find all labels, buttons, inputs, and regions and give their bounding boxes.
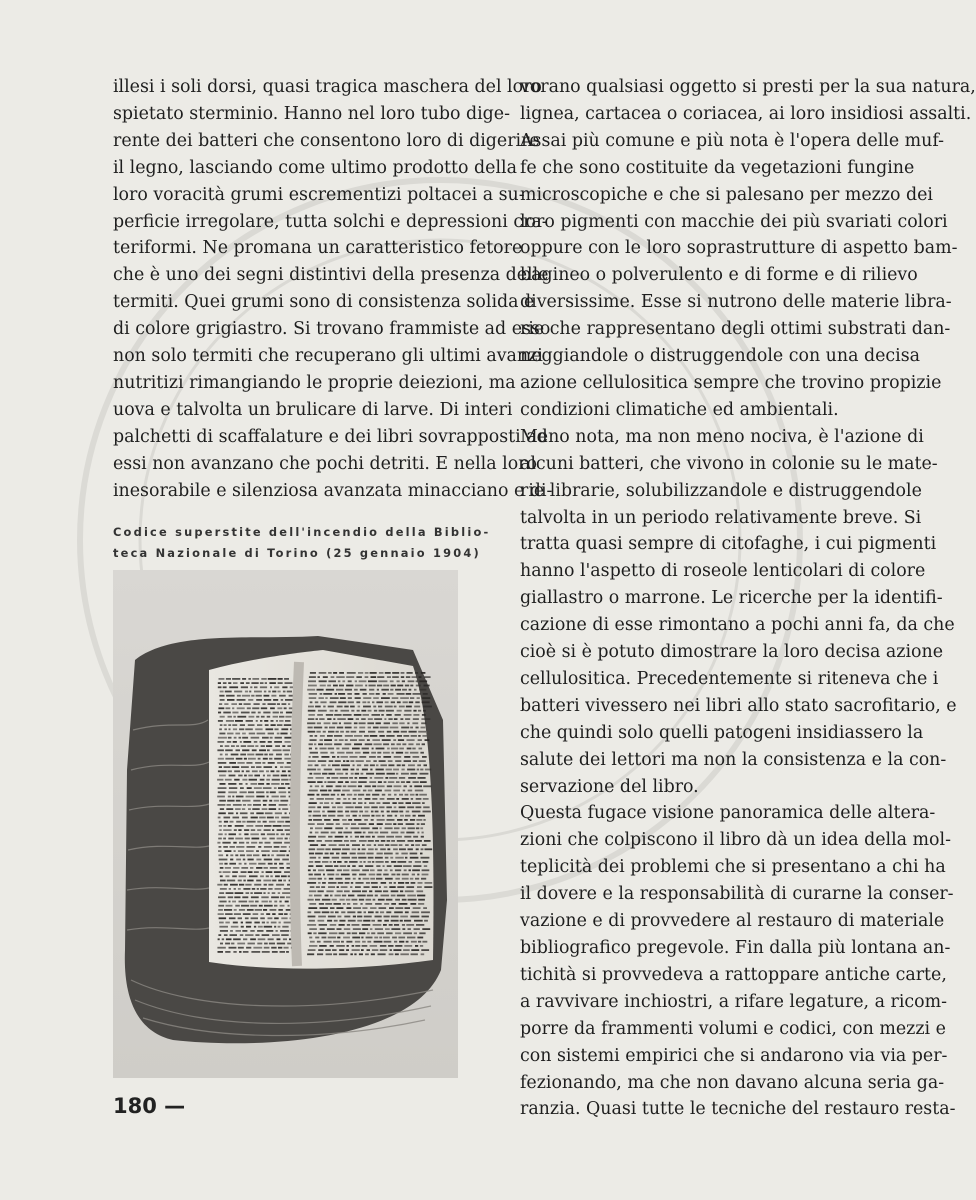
text-line: servazione del libro. bbox=[520, 776, 699, 797]
text-line: Meno nota, ma non meno nociva, è l'azione di bbox=[520, 426, 924, 447]
text-line: di colore grigiastro. Si trovano frammiste ad esso bbox=[113, 319, 551, 340]
text-line: oppure con le loro soprastrutture di aspetto bam- bbox=[520, 238, 958, 259]
text-line: zioni che colpiscono il libro dà un idea della mol- bbox=[520, 830, 951, 851]
figure-caption bbox=[113, 522, 491, 564]
text-line: spietato sterminio. Hanno nel loro tubo dige- bbox=[113, 103, 510, 124]
text-line: fezionando, ma che non davano alcuna seria ga- bbox=[520, 1072, 945, 1093]
text-line: nutritizi rimangiando le proprie deiezioni, ma bbox=[113, 372, 516, 393]
text-line: illesi i soli dorsi, quasi tragica maschera del loro bbox=[113, 77, 542, 97]
text-line: alcuni batteri, che vivono in colonie su le mate- bbox=[520, 453, 938, 474]
page-number: 180 — bbox=[113, 1094, 186, 1118]
text-line: cazione di esse rimontano a pochi anni fa, da che bbox=[520, 615, 955, 636]
text-line: cellulositica. Precedentemente si riteneva che i bbox=[520, 668, 939, 689]
text-line: Questa fugace visione panoramica delle altera- bbox=[520, 803, 936, 824]
text-line: rie librarie, solubilizzandole e distruggendole bbox=[520, 480, 922, 501]
text-line: azione cellulositica sempre che trovino propizie bbox=[520, 372, 942, 393]
text-line: giallastro o marrone. Le ricerche per la identifi- bbox=[520, 588, 943, 609]
text-line: tratta quasi sempre di citofaghe, i cui pigmenti bbox=[520, 534, 937, 555]
text-line: Codice superstite dell'incendio della Biblio- bbox=[113, 525, 491, 539]
text-line: loro pigmenti con macchie dei più svariati colori bbox=[520, 211, 948, 232]
text-line: salute dei lettori ma non la consistenza e la con- bbox=[520, 749, 947, 770]
text-line: il dovere e la responsabilità di curarne la conser- bbox=[520, 884, 954, 905]
text-line: neggiandole o distruggendole con una decisa bbox=[520, 346, 920, 367]
text-line: uova e talvolta un brulicare di larve. Di interi bbox=[113, 399, 513, 420]
text-line: cioè si è potuto dimostrare la loro decisa azione bbox=[520, 642, 943, 663]
text-line: palchetti di scaffalature e dei libri sovrapposti ad bbox=[113, 426, 548, 447]
text-line: termiti. Quei grumi sono di consistenza solida e bbox=[113, 292, 535, 313]
text-line: vorano qualsiasi oggetto si presti per la sua natura, bbox=[520, 77, 976, 97]
text-line: con sistemi empirici che si andarono via via per- bbox=[520, 1045, 948, 1066]
text-line: tichità si provvedeva a rattoppare antiche carte, bbox=[520, 964, 947, 985]
text-line: lignea, cartacea o coriacea, ai loro insidiosi assalti. bbox=[520, 103, 972, 124]
text-line: che è uno dei segni distintivi della presenza delle bbox=[113, 265, 549, 286]
text-line: inesorabile e silenziosa avanzata minacciano e di- bbox=[113, 480, 553, 501]
right-text-column bbox=[520, 74, 976, 1123]
text-line: teplicità dei problemi che si presentano a chi ha bbox=[520, 857, 946, 878]
text-line: a ravvivare inchiostri, a rifare legature, a ricom- bbox=[520, 991, 947, 1012]
text-line: diversissime. Esse si nutrono delle materie libra- bbox=[520, 292, 952, 313]
text-line: essi non avanzano che pochi detriti. E nella loro bbox=[113, 453, 537, 474]
text-line: bagineo o polverulento e di forme e di rilievo bbox=[520, 265, 918, 286]
text-line: loro voracità grumi escrementizi poltacei a su- bbox=[113, 184, 525, 205]
text-line: Assai più comune e più nota è l'opera delle muf- bbox=[520, 130, 945, 151]
text-line: microscopiche e che si palesano per mezzo dei bbox=[520, 184, 933, 205]
text-line: il legno, lasciando come ultimo prodotto della bbox=[113, 157, 517, 178]
text-line: hanno l'aspetto di roseole lenticolari di colore bbox=[520, 561, 926, 582]
text-line: rie che rappresentano degli ottimi substrati dan- bbox=[520, 319, 951, 340]
left-text-column bbox=[113, 74, 553, 505]
text-line: che quindi solo quelli patogeni insidiassero la bbox=[520, 722, 924, 743]
codex-photograph bbox=[113, 570, 458, 1078]
text-line: condizioni climatiche ed ambientali. bbox=[520, 399, 839, 420]
text-line: fe che sono costituite da vegetazioni fungine bbox=[520, 157, 915, 178]
text-line: talvolta in un periodo relativamente breve. Si bbox=[520, 507, 922, 528]
text-line: non solo termiti che recuperano gli ultimi avanzi bbox=[113, 346, 543, 367]
text-line: teca Nazionale di Torino (25 gennaio 1904) bbox=[113, 546, 481, 560]
text-line: teriformi. Ne promana un caratteristico fetore bbox=[113, 238, 523, 259]
text-line: vazione e di provvedere al restauro di materiale bbox=[520, 911, 945, 932]
text-line: perficie irregolare, tutta solchi e depressioni cra- bbox=[113, 211, 548, 232]
text-line: rente dei batteri che consentono loro di digerire bbox=[113, 130, 540, 151]
text-line: batteri vivessero nei libri allo stato sacrofitario, e bbox=[520, 695, 957, 716]
text-line: porre da frammenti volumi e codici, con mezzi e bbox=[520, 1018, 946, 1039]
text-line: ranzia. Quasi tutte le tecniche del restauro resta- bbox=[520, 1099, 956, 1120]
text-line: bibliografico pregevole. Fin dalla più lontana an- bbox=[520, 938, 951, 958]
